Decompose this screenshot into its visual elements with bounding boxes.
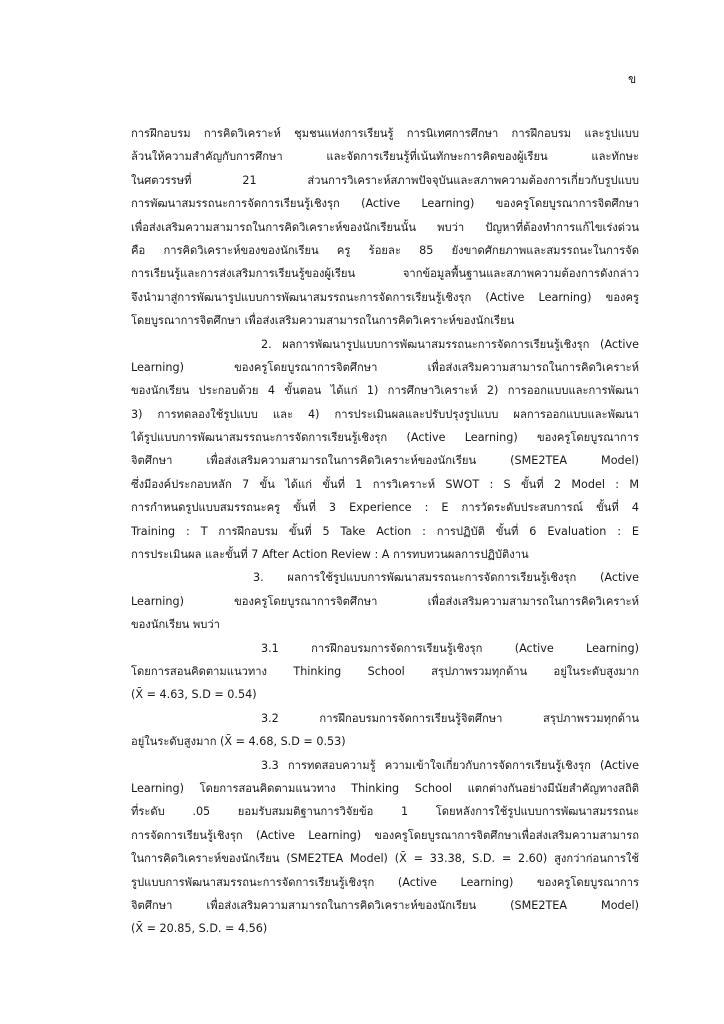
text-line: การพัฒนาสมรรถนะการจัดการเรียนรู้เชิงรุก (Active Learning) ของครูโดยบูรณาการจิตศึกษา [131, 197, 639, 211]
text-line: 3) การทดลองใช้รูปแบบ และ 4) การประเมินผลและปรับปรุงรูปแบบ ผลการออกแบบและพัฒนา [131, 407, 639, 421]
text-line: การกำหนดรูปแบบสมรรถนะครู ขั้นที่ 3 Experience : E การวัดระดับประสบการณ์ ขั้นที่ 4 [131, 501, 639, 515]
text-line: Learning) ของครูโดยบูรณาการจิตศึกษา เพื่อส่งเสริมความสามารถในการคิดวิเคราะห์ [131, 360, 639, 374]
text-line: Learning) โดยการสอนคิดตามแนวทาง Thinking School แตกต่างกันอย่างมีนัยสำคัญทางสถิติ [131, 781, 639, 795]
text-line: การเรียนรู้และการส่งเสริมการเรียนรู้ของผู้เรียน จากข้อมูลพื้นฐานและสภาพความต้องการดังกล่าว [131, 267, 639, 281]
text-line: ในศตวรรษที่ 21 ส่วนการวิเคราะห์สภาพปัจจุบันและสภาพความต้องการเกี่ยวกับรูปแบบ [131, 173, 639, 187]
text-line: 2. ผลการพัฒนารูปแบบการพัฒนาสมรรถนะการจัดการเรียนรู้เชิงรุก (Active [261, 337, 639, 351]
text-line: ได้รูปแบบการพัฒนาสมรรถนะการจัดการเรียนรู้เชิงรุก (Active Learning) ของครูโดยบูรณาการ [131, 431, 639, 445]
text-line: ของนักเรียน พบว่า [131, 618, 220, 632]
text-line: การจัดการเรียนรู้เชิงรุก (Active Learning) ของครูโดยบูรณาการจิตศึกษาเพื่อส่งเสริมความสามารถ [131, 828, 639, 842]
text-line: 3. ผลการใช้รูปแบบการพัฒนาสมรรถนะการจัดการเรียนรู้เชิงรุก (Active [253, 571, 639, 585]
text-line: Learning) ของครูโดยบูรณาการจิตศึกษา เพื่อส่งเสริมความสามารถในการคิดวิเคราะห์ [131, 594, 639, 608]
abstract-body [131, 122, 639, 941]
text-line: คือ การคิดวิเคราะห์ของของนักเรียน ครู ร้อยละ 85 ยังขาดศักยภาพและสมรรถนะในการจัด [131, 243, 639, 257]
text-line: จึงนำมาสู่การพัฒนารูปแบบการพัฒนาสมรรถนะการจัดการเรียนรู้เชิงรุก (Active Learning) ของครู [131, 290, 639, 304]
text-line: ที่ระดับ .05 ยอมรับสมมติฐานการวิจัยข้อ 1 โดยหลังการใช้รูปแบบการพัฒนาสมรรถนะ [131, 805, 639, 819]
text-line: (X̄ = 4.63, S.D = 0.54) [131, 688, 257, 702]
text-line: การประเมินผล และขั้นที่ 7 After Action Review : A การทบทวนผลการปฏิบัติงาน [131, 548, 529, 562]
text-line: ในการคิดวิเคราะห์ของนักเรียน (SME2TEA Model) (X̄ = 33.38, S.D. = 2.60) สูงกว่าก่อนการใช้ [131, 852, 639, 866]
text-line: อยู่ในระดับสูงมาก (X̄ = 4.68, S.D = 0.53) [131, 735, 346, 749]
text-line: ล้วนให้ความสำคัญกับการศึกษา และจัดการเรียนรู้ที่เน้นทักษะการคิดของผู้เรียน และทักษะ [131, 150, 639, 164]
text-line: (X̄ = 20.85, S.D. = 4.56) [131, 922, 268, 936]
text-line: จิตศึกษา เพื่อส่งเสริมความสามารถในการคิดวิเคราะห์ของนักเรียน (SME2TEA Model) [131, 898, 639, 912]
text-line: 3.2 การฝึกอบรมการจัดการเรียนรู้จิตศึกษา สรุปภาพรวมทุกด้าน [261, 711, 639, 725]
text-line: รูปแบบการพัฒนาสมรรถนะการจัดการเรียนรู้เชิงรุก (Active Learning) ของครูโดยบูรณาการ [131, 875, 639, 889]
text-line: เพื่อส่งเสริมความสามารถในการคิดวิเคราะห์ของนักเรียนนั้น พบว่า ปัญหาที่ต้องทำการแก้ไขเร่งด่วน [131, 220, 639, 234]
text-line: ซึ่งมีองค์ประกอบหลัก 7 ขั้น ได้แก่ ขั้นที่ 1 การวิเคราะห์ SWOT : S ขั้นที่ 2 Model : M [131, 477, 639, 491]
page-number: ข [628, 72, 637, 86]
text-line: Training : T การฝึกอบรม ขั้นที่ 5 Take Action : การปฏิบัติ ขั้นที่ 6 Evaluation : E [131, 524, 639, 538]
text-line: การฝึกอบรม การคิดวิเคราะห์ ชุมชนแห่งการเรียนรู้ การนิเทศการศึกษา การฝึกอบรม และรูปแบบ [131, 127, 639, 140]
text-line: โดยบูรณาการจิตศึกษา เพื่อส่งเสริมความสามารถในการคิดวิเคราะห์ของนักเรียน [131, 314, 515, 328]
text-line: จิตศึกษา เพื่อส่งเสริมความสามารถในการคิดวิเคราะห์ของนักเรียน (SME2TEA Model) [131, 454, 639, 468]
text-line: 3.1 การฝึกอบรมการจัดการเรียนรู้เชิงรุก (Active Learning) [261, 641, 639, 655]
text-line: 3.3 การทดสอบความรู้ ความเข้าใจเกี่ยวกับการจัดการเรียนรู้เชิงรุก (Active [261, 758, 639, 772]
text-line: ของนักเรียน ประกอบด้วย 4 ขั้นตอน ได้แก่ 1) การศึกษาวิเคราะห์ 2) การออกแบบและการพัฒนา [131, 384, 639, 398]
text-line: โดยการสอนคิดตามแนวทาง Thinking School สรุปภาพรวมทุกด้าน อยู่ในระดับสูงมาก [131, 664, 639, 678]
